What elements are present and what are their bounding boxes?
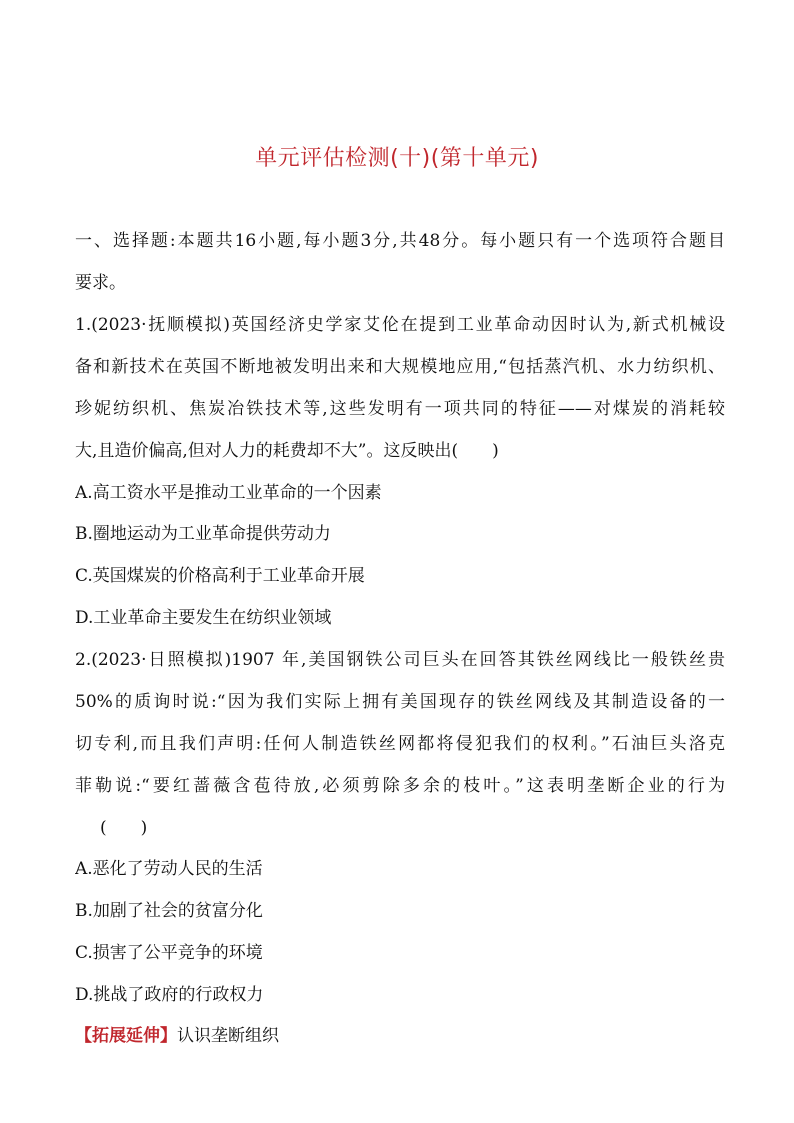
- question-2-answer-parentheses: ( ): [100, 818, 148, 838]
- question-1-option-d: D.工业革命主要发生在纺织业领域: [75, 608, 332, 628]
- page-title: 单元评估检测(十)(第十单元): [255, 146, 539, 171]
- question-2-option-d: D.挑战了政府的行政权力: [75, 985, 264, 1005]
- question-2-stem-line-1: 2.(2023·日照模拟)1907 年,美国钢铁公司巨头在回答其铁丝网线比一般铁丝贵: [75, 650, 725, 670]
- question-1-option-c: C.英国煤炭的价格高利于工业革命开展: [75, 566, 365, 586]
- extension-text: 认识垄断组织: [177, 1026, 279, 1046]
- question-1-option-b: B.圈地运动为工业革命提供劳动力: [75, 524, 331, 544]
- question-1-stem-line-2: 备和新技术在英国不断地被发明出来和大规模地应用,“包括蒸汽机、水力纺织机、: [75, 357, 725, 377]
- question-2-option-a: A.恶化了劳动人民的生活: [75, 859, 263, 879]
- question-2-stem-line-2: 50%的质询时说:“因为我们实际上拥有美国现存的铁丝网线及其制造设备的一: [75, 692, 725, 712]
- section-instruction-line-1: 一、选择题:本题共16小题,每小题3分,共48分。每小题只有一个选项符合题目: [75, 231, 725, 251]
- question-1-stem-line-4: 大,且造价偏高,但对人力的耗费却不大”。这反映出( ): [75, 441, 499, 461]
- question-2-option-b: B.加剧了社会的贫富分化: [75, 901, 263, 921]
- question-2-stem-line-3: 切专利,而且我们声明:任何人制造铁丝网都将侵犯我们的权利。”石油巨头洛克: [75, 734, 725, 754]
- question-1-stem-line-1: 1.(2023·抚顺模拟)英国经济史学家艾伦在提到工业革命动因时认为,新式机械设: [75, 315, 725, 335]
- question-1-stem-line-3: 珍妮纺织机、焦炭冶铁技术等,这些发明有一项共同的特征——对煤炭的消耗较: [75, 399, 725, 419]
- section-instruction-line-2: 要求。: [75, 273, 126, 293]
- question-2-stem-line-4: 菲勒说:“要红蔷薇含苞待放,必须剪除多余的枝叶。”这表明垄断企业的行为: [75, 776, 725, 796]
- question-1-option-a: A.高工资水平是推动工业革命的一个因素: [75, 483, 382, 503]
- extension-tag: 【拓展延伸】: [75, 1026, 177, 1046]
- extension-note: [75, 1024, 725, 1048]
- question-2-option-c: C.损害了公平竞争的环境: [75, 943, 263, 963]
